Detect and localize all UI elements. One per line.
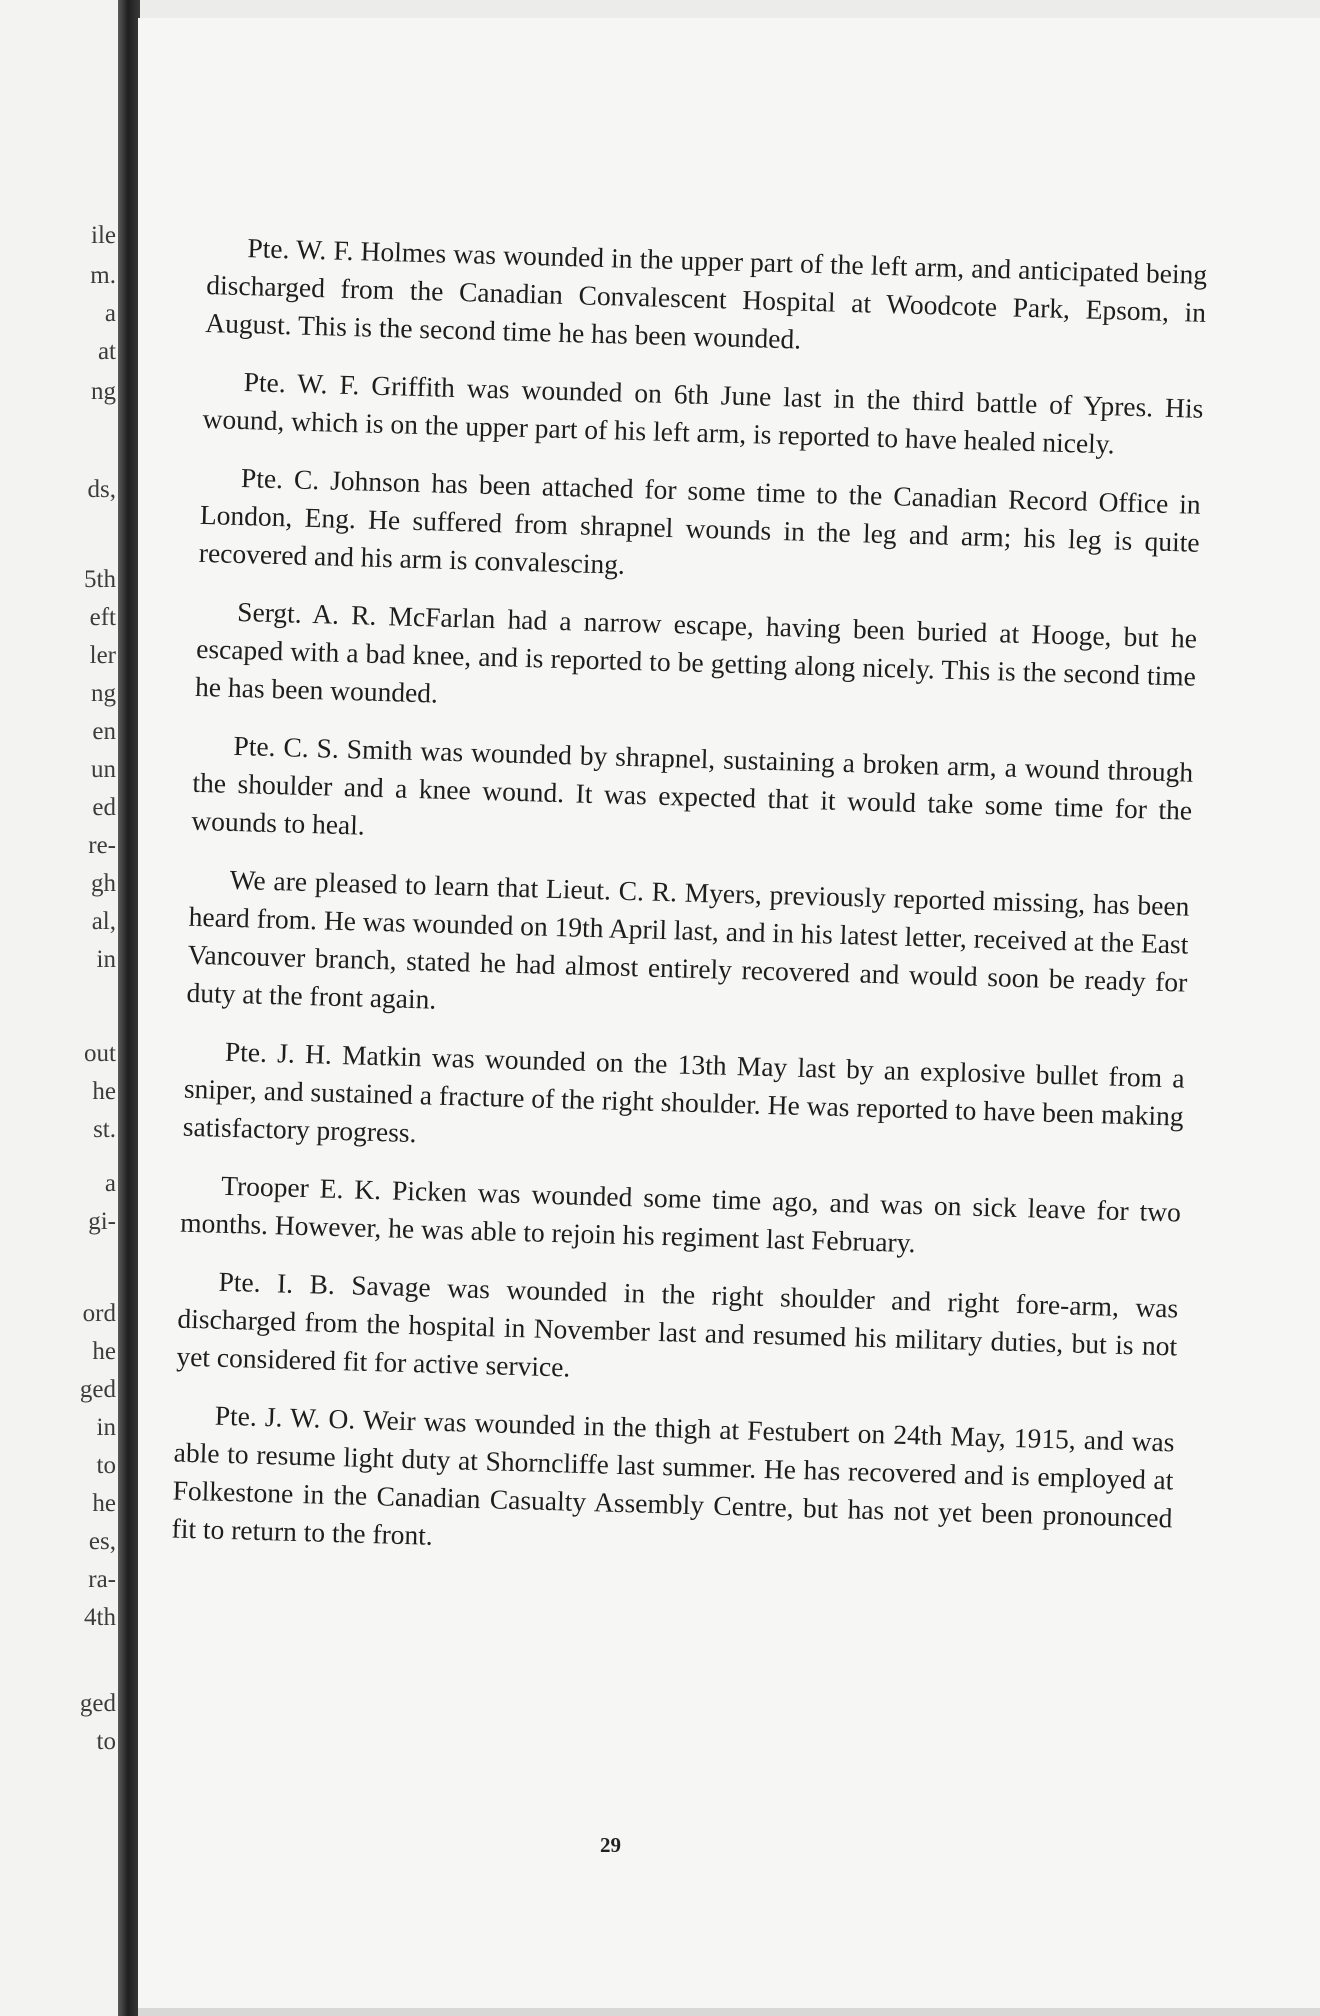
facing-page-fragment: he — [92, 1078, 116, 1105]
facing-page-fragment: en — [92, 718, 116, 745]
book-gutter — [118, 0, 140, 2016]
facing-page-fragment: a — [104, 300, 116, 327]
facing-page-fragment: ged — [79, 1690, 116, 1717]
facing-page-fragment: ord — [82, 1300, 116, 1327]
facing-page-fragment: eft — [89, 604, 116, 631]
facing-page-fragment: m. — [90, 262, 116, 289]
facing-page-fragment: in — [96, 1414, 116, 1441]
paragraph-picken: Trooper E. K. Picken was wounded some time ago, and was on sick leave for two months. However, he was able to rejoin his regiment last February. — [179, 1169, 1182, 1259]
facing-page-fragment: ng — [91, 680, 116, 707]
body-text — [171, 228, 1208, 1595]
facing-page-fragment: al, — [91, 908, 116, 935]
page-bottom-edge — [138, 2008, 1320, 2016]
facing-page-fragment: re- — [88, 832, 116, 859]
facing-page-fragment: a — [104, 1170, 116, 1197]
page — [138, 18, 1320, 2008]
paragraph-mcfarlan: Sergt. A. R. McFarlan had a narrow escape, having been buried at Hooge, but he escaped with a bad knee, and is reported to be getting along nicely. This is the second time he has been wounded. — [194, 595, 1198, 709]
facing-page-fragment: ds, — [87, 476, 116, 503]
facing-page-fragment: 4th — [84, 1604, 116, 1631]
facing-page-fragment: gh — [91, 870, 116, 897]
facing-page-fragment: he — [92, 1490, 116, 1517]
paragraph-savage: Pte. I. B. Savage was wounded in the right shoulder and right fore-arm, was discharged from the hospital in November last and resumed his military duties, but is not yet considered fit for active service. — [176, 1265, 1179, 1383]
facing-page-fragment: ra- — [88, 1566, 116, 1593]
facing-page-fragment: ng — [91, 378, 116, 405]
paragraph-weir: Pte. J. W. O. Weir was wounded in the thigh at Festubert on 24th May, 1915, and was able to resume light duty at Shorncliffe last summer. He has recovered and is employed at Folkestone in the Canadian Casualty Assembly Centre, but has not yet been pronounced fit to return to the front. — [171, 1399, 1175, 1551]
facing-page-edge — [0, 0, 128, 2016]
paragraph-johnson: Pte. C. Johnson has been attached for some time to the Canadian Record Office in London, Eng. He suffered from shrapnel wounds in the leg and arm; his leg is quite recovered and his arm is convalescing. — [198, 462, 1202, 580]
facing-page-fragment: st. — [93, 1116, 116, 1143]
facing-page-fragment: ile — [91, 222, 116, 249]
facing-page-fragment: gi- — [88, 1208, 116, 1235]
paragraph-holmes: Pte. W. F. Holmes was wounded in the upper part of the left arm, and anticipated being discharged from the Canadian Convalescent Hospital at Woodcote Park, Epsom, in August. This is the second time he has been wounded. — [204, 232, 1208, 355]
paragraph-myers: We are pleased to learn that Lieut. C. R. Myers, previously reported missing, has been heard from. He was wounded on 19th April last, and in his latest letter, received at the East Vancouver branch, stated he had almost entirely recovered and would soon be ready for duty at the front again. — [186, 863, 1190, 1015]
facing-page-fragment: ler — [89, 642, 116, 669]
facing-page-fragment: in — [96, 946, 116, 973]
page-number: 29 — [600, 1833, 621, 1857]
facing-page-fragment: to — [96, 1452, 116, 1479]
facing-page-fragment: ed — [92, 794, 116, 821]
facing-page-fragment: un — [91, 756, 116, 783]
facing-page-fragment: es, — [88, 1528, 116, 1555]
facing-page-fragment: to — [96, 1728, 116, 1755]
paragraph-matkin: Pte. J. H. Matkin was wounded on the 13th May last by an explosive bullet from a sniper, and sustained a fracture of the right shoulder. He was reported to have been making satisfactory progress. — [182, 1035, 1186, 1149]
paragraph-smith: Pte. C. S. Smith was wounded by shrapnel, sustaining a broken arm, a wound through the shoulder and a knee wound. It was expected that it would take some time for the wounds to heal. — [191, 729, 1194, 841]
facing-page-fragment: he — [92, 1338, 116, 1365]
facing-page-fragment: at — [97, 338, 116, 365]
facing-page-fragment: ged — [79, 1376, 116, 1403]
facing-page-fragment: out — [84, 1040, 116, 1067]
facing-page-fragment: 5th — [84, 566, 116, 593]
paragraph-griffith: Pte. W. F. Griffith was wounded on 6th June last in the third battle of Ypres. His wound, which is on the upper part of his left arm, is reported to have healed nicely. — [202, 366, 1204, 460]
